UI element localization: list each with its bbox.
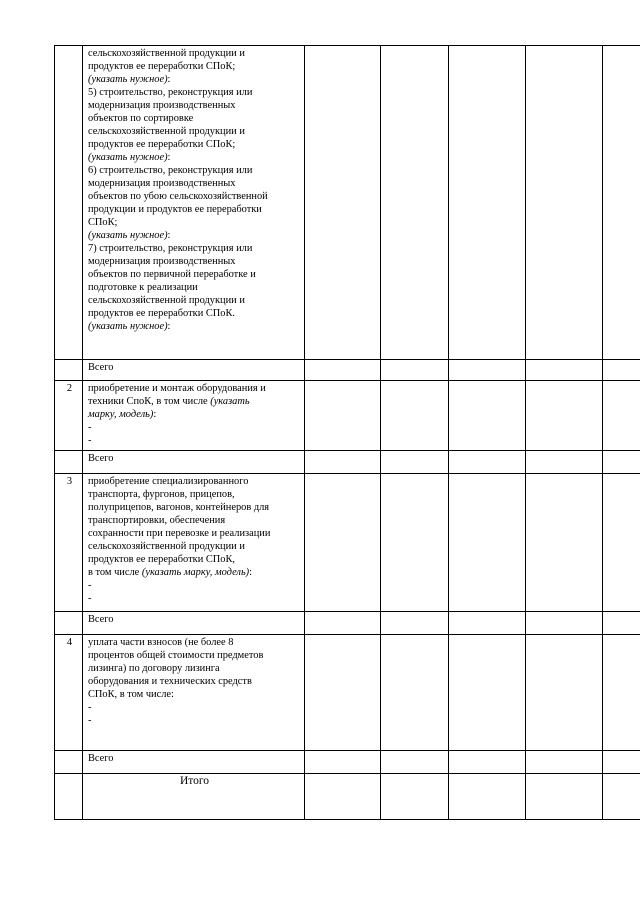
description-text xyxy=(88,475,301,605)
subtotal-label: Всего xyxy=(83,451,305,474)
table-row-2 xyxy=(55,381,640,451)
row-number xyxy=(55,774,83,820)
cell xyxy=(305,635,381,751)
cell xyxy=(603,381,640,451)
instruction-note: (указать нужное) xyxy=(88,152,168,163)
row-number xyxy=(55,751,83,774)
row-description xyxy=(83,474,305,612)
text-fragment: приобретение специализированного транспорта, фургонов, прицепов, полуприцепов, вагонов, контейнеров для транспортировки, обеспечения сохранности при перевозке и реализации сельскохозяйственной продукции и продуктов ее переработки СПоК, в том числе xyxy=(88,476,271,578)
text-fragment: приобретение и монтаж оборудования и техники СпоК, в том числе xyxy=(88,383,266,407)
cell xyxy=(603,612,640,635)
cell xyxy=(305,360,381,381)
table-row-2-total xyxy=(55,451,640,474)
text-fragment: : - - xyxy=(88,409,157,446)
cell xyxy=(526,381,603,451)
row-description xyxy=(83,46,305,360)
cell xyxy=(381,635,449,751)
cell xyxy=(449,774,526,820)
cell xyxy=(305,774,381,820)
cell xyxy=(603,635,640,751)
cell xyxy=(449,46,526,360)
instruction-note: (указать марку, модель) xyxy=(88,396,250,420)
cost-table xyxy=(54,45,640,820)
cell xyxy=(526,451,603,474)
subtotal-label: Всего xyxy=(83,751,305,774)
cell xyxy=(449,612,526,635)
subtotal-label: Всего xyxy=(83,612,305,635)
text-fragment: сельскохозяйственной продукции и продуктов ее переработки СПоК; xyxy=(88,48,245,72)
cell xyxy=(305,474,381,612)
table-row-1-continued xyxy=(55,46,640,360)
table-row-3-total xyxy=(55,612,640,635)
cell xyxy=(526,612,603,635)
cell xyxy=(449,360,526,381)
cell xyxy=(526,751,603,774)
cell xyxy=(381,46,449,360)
cell xyxy=(381,474,449,612)
cell xyxy=(449,635,526,751)
cell xyxy=(381,774,449,820)
instruction-note: (указать нужное) xyxy=(88,230,168,241)
text-fragment: : 7) строительство, реконструкция или модернизация производственных объектов по первичной переработке и подготовке к реализации сельскохозяйственной продукции и продуктов ее переработки СПоК. xyxy=(88,230,256,319)
row-number xyxy=(55,612,83,635)
cell xyxy=(305,381,381,451)
instruction-note: (указать нужное) xyxy=(88,74,168,85)
cell xyxy=(381,360,449,381)
row-number xyxy=(55,451,83,474)
cell xyxy=(381,751,449,774)
table-row-4-total xyxy=(55,751,640,774)
text-fragment: : 5) строительство, реконструкция или модернизация производственных объектов по сортировке сельскохозяйственной продукции и продуктов ее переработки СПоК; xyxy=(88,74,253,150)
cell xyxy=(305,451,381,474)
table-row-3 xyxy=(55,474,640,612)
description-text xyxy=(88,636,301,727)
table-row-1-total xyxy=(55,360,640,381)
table-row-4 xyxy=(55,635,640,751)
cell xyxy=(305,46,381,360)
row-description xyxy=(83,635,305,751)
text-fragment: : - - xyxy=(88,567,253,604)
cell xyxy=(381,451,449,474)
cell xyxy=(526,474,603,612)
subtotal-label: Всего xyxy=(83,360,305,381)
cell xyxy=(603,474,640,612)
row-description xyxy=(83,381,305,451)
cell xyxy=(526,360,603,381)
text-fragment: уплата части взносов (не более 8 процентов общей стоимости предметов лизинга) по договору лизинга оборудования и технических средств СПоК, в том числе: - - xyxy=(88,637,264,726)
row-number xyxy=(55,360,83,381)
grand-total-label: Итого xyxy=(83,774,305,820)
cell xyxy=(603,46,640,360)
cell xyxy=(449,381,526,451)
cell xyxy=(526,774,603,820)
cell xyxy=(603,751,640,774)
text-fragment: : xyxy=(167,321,171,332)
instruction-note: (указать нужное) xyxy=(88,321,168,332)
cell xyxy=(381,381,449,451)
description-text xyxy=(88,47,301,333)
table-row-grand-total xyxy=(55,774,640,820)
description-text xyxy=(88,382,301,447)
cell xyxy=(449,474,526,612)
cell xyxy=(603,360,640,381)
cell xyxy=(526,46,603,360)
text-fragment: : 6) строительство, реконструкция или модернизация производственных объектов по убою сельскохозяйственной продукции и продуктов ее переработки СПоК; xyxy=(88,152,268,228)
cell xyxy=(449,751,526,774)
row-number: 3 xyxy=(55,474,83,612)
cell xyxy=(449,451,526,474)
row-number: 2 xyxy=(55,381,83,451)
cell xyxy=(526,635,603,751)
cell xyxy=(305,751,381,774)
cell xyxy=(381,612,449,635)
row-number: 4 xyxy=(55,635,83,751)
cell xyxy=(603,774,640,820)
row-number xyxy=(55,46,83,360)
instruction-note: (указать марку, модель) xyxy=(141,567,250,578)
cell xyxy=(305,612,381,635)
cell xyxy=(603,451,640,474)
